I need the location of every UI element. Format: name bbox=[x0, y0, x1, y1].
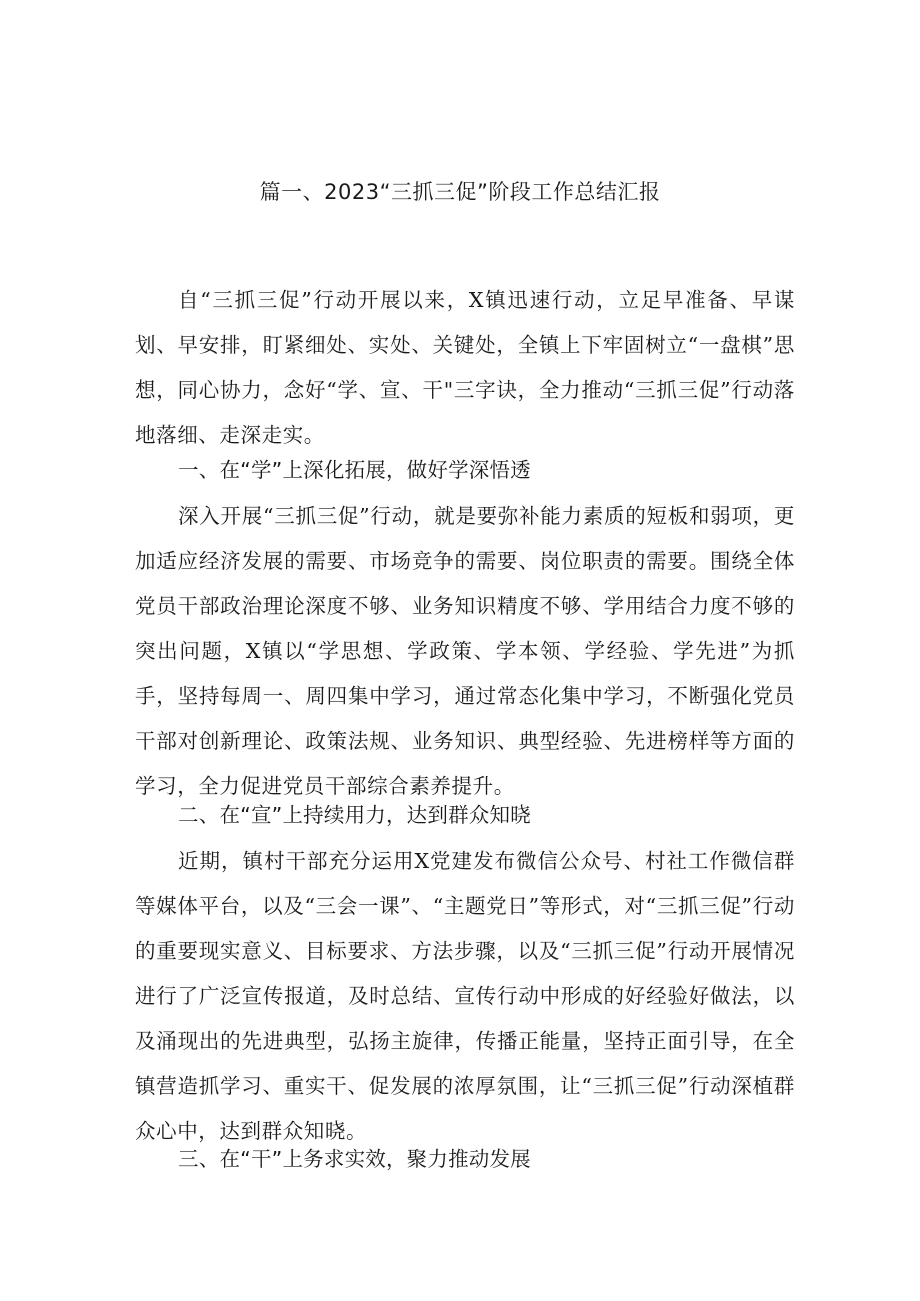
section-1-paragraph: 深入开展“三抓三促”行动，就是要弥补能力素质的短板和弱项，更加适应经济发展的需要、市场竞争的需要、岗位职责的需要。围绕全体党员干部政治理论深度不够、业务知识精度不够、学用结合力度不够的突出问题，X镇以“学思想、学政策、学本领、学经验、学先进”为抓手，坚持每周一、周四集中学习，通过常态化集中学习，不断强化党员干部对创新理论、政策法规、业务知识、典型经验、先进榜样等方面的学习，全力促进党员干部综合素养提升。 bbox=[135, 504, 795, 798]
intro-paragraph: 自“三抓三促”行动开展以来，X镇迅速行动，立足早准备、早谋划、早安排，盯紧细处、实处、关键处，全镇上下牢固树立“一盘棋”思想，同心协力，念好“学、宣、干"三字诀，全力推动“三抓三促”行动落地落细、走深走实。 bbox=[135, 288, 795, 447]
section-1-heading: 一、在“学”上深化拓展，做好学深悟透 bbox=[178, 458, 531, 482]
section-2-paragraph: 近期，镇村干部充分运用X党建发布微信公众号、村社工作微信群等媒体平台，以及“三会一课”、“主题党日”等形式，对“三抓三促”行动的重要现实意义、目标要求、方法步骤，以及“三抓三促”行动开展情况进行了广泛宣传报道，及时总结、宣传行动中形成的好经验好做法，以及涌现出的先进典型，弘扬主旋律，传播正能量，坚持正面引导，在全镇营造抓学习、重实干、促发展的浓厚氛围，让“三抓三促”行动深植群众心中，达到群众知晓。 bbox=[135, 849, 795, 1143]
document-title: 篇一、2023“三抓三促”阶段工作总结汇报 bbox=[259, 180, 661, 204]
section-2-heading: 二、在“宣”上持续用力，达到群众知晓 bbox=[178, 803, 531, 827]
section-3-heading: 三、在“干”上务求实效，聚力推动发展 bbox=[178, 1147, 531, 1171]
